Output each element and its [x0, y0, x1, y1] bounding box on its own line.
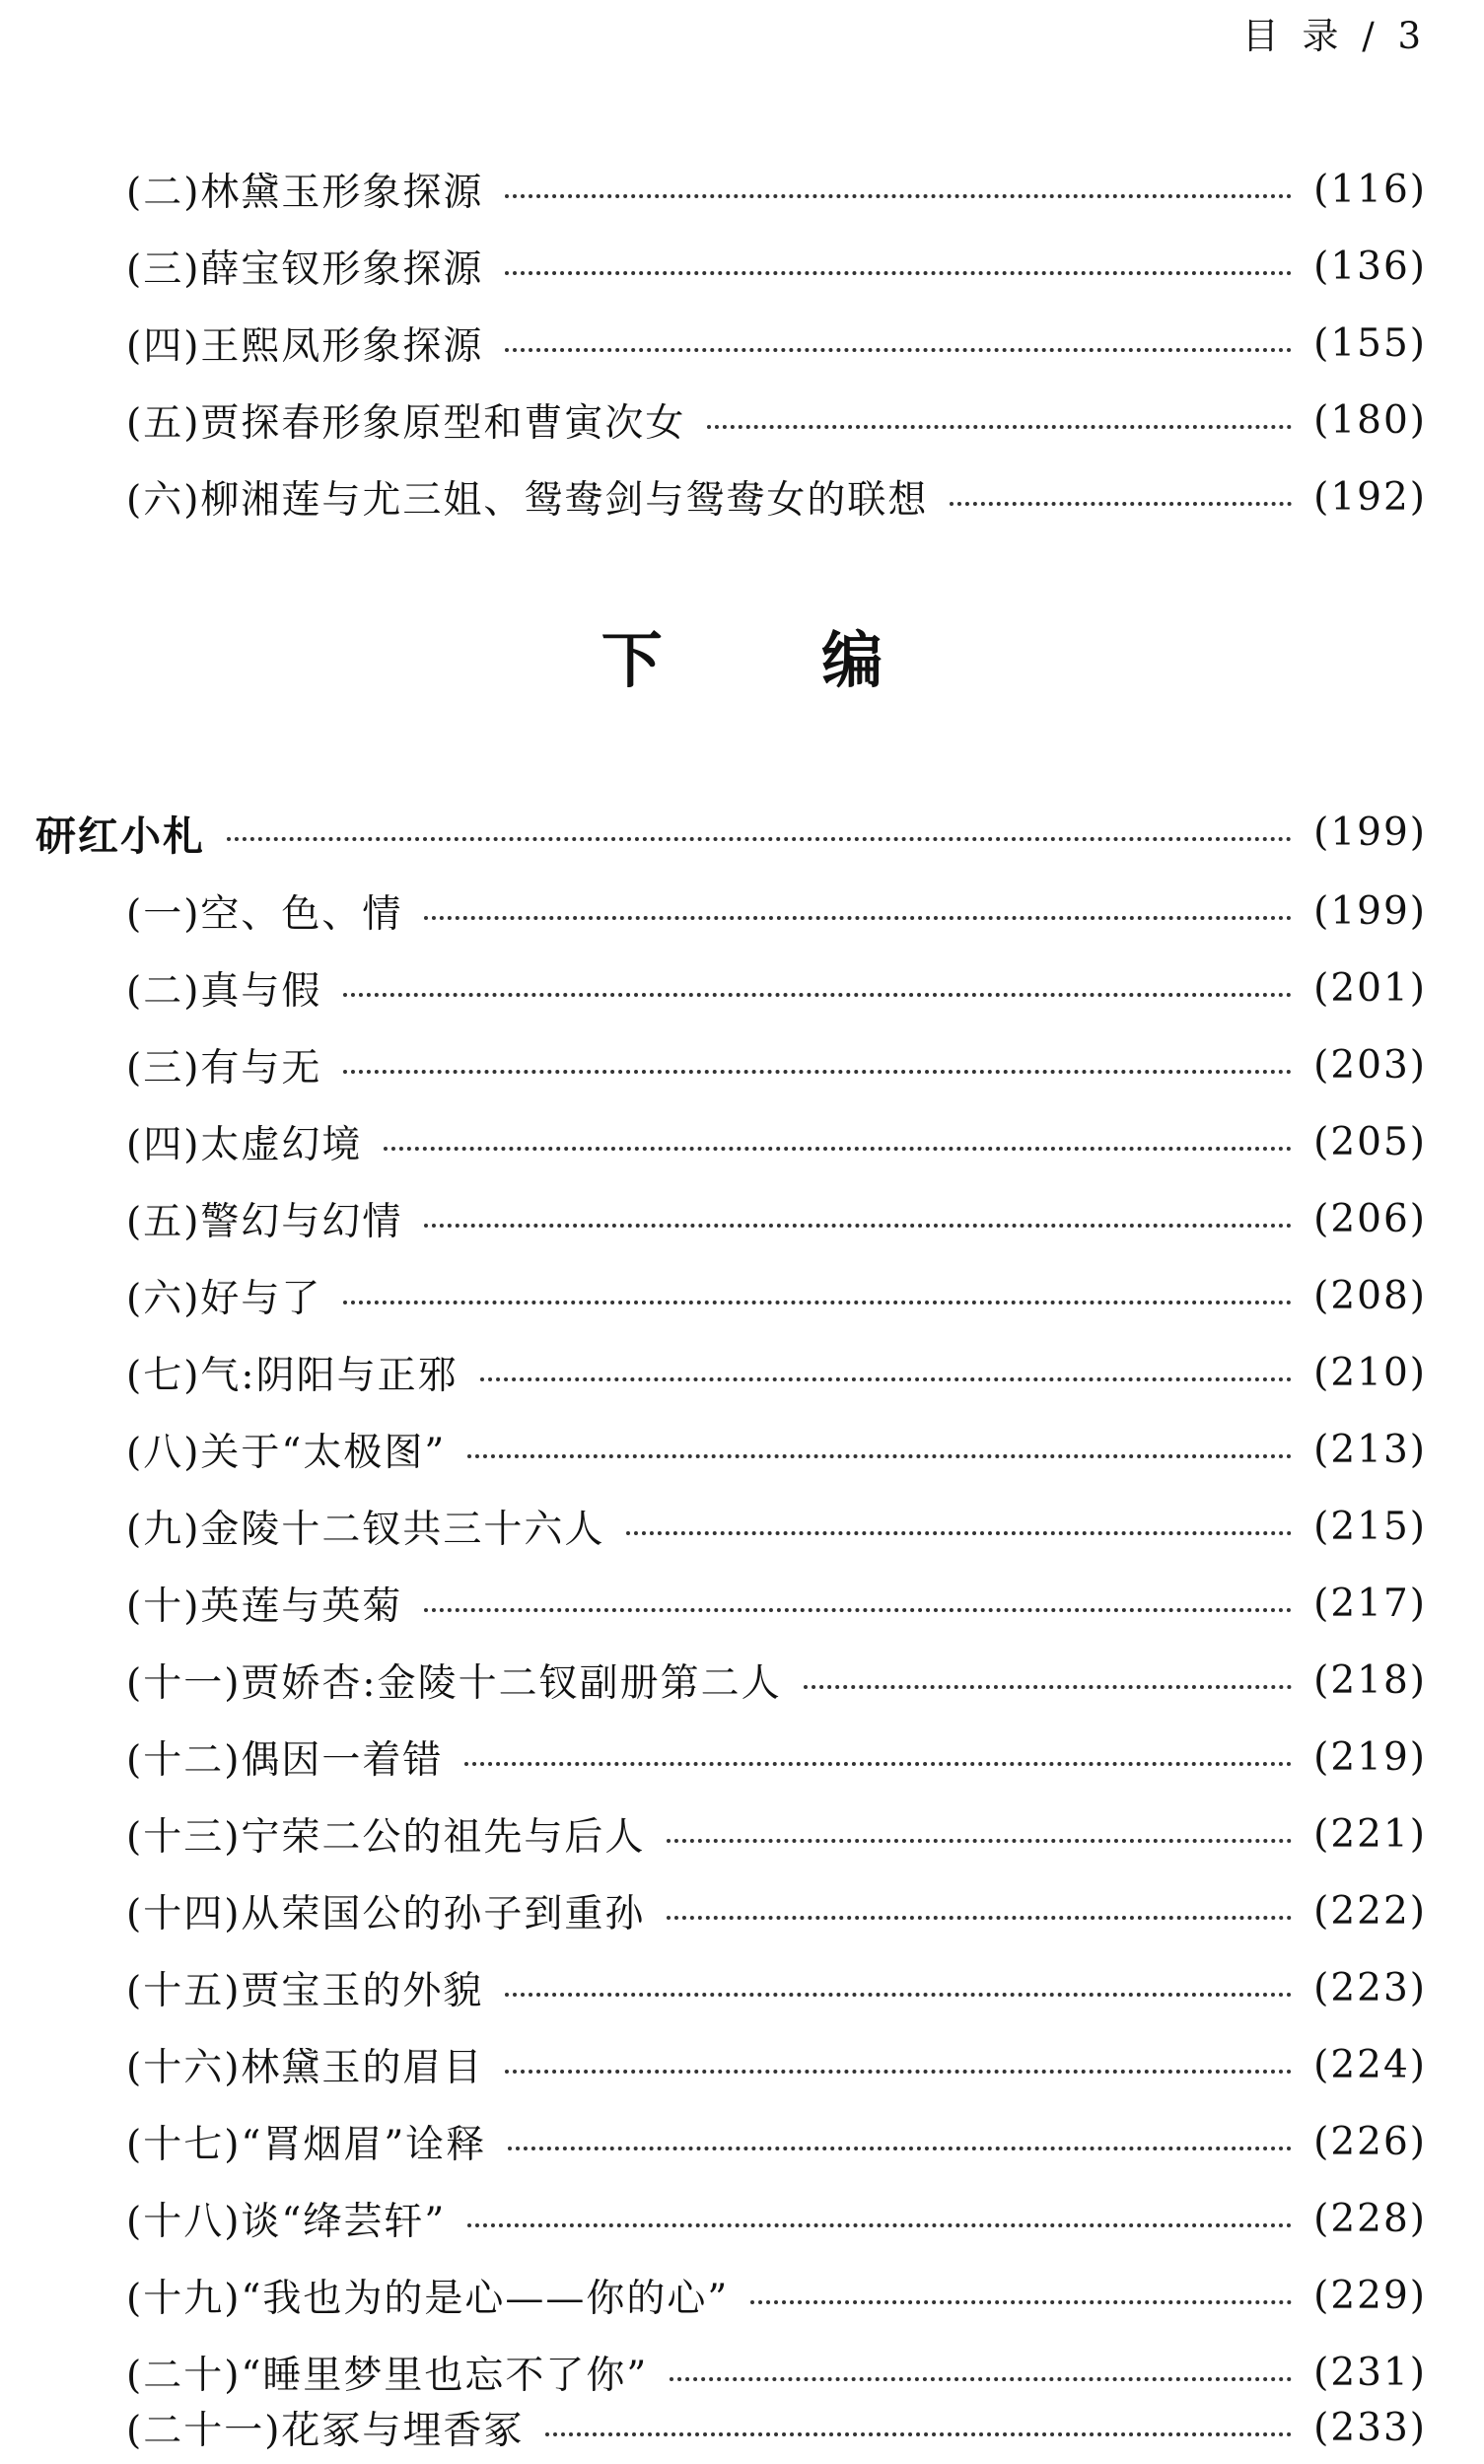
toc-entry-title: (十五)贾宝玉的外貌 — [126, 1969, 484, 2013]
toc-entry[interactable] — [126, 467, 1427, 527]
toc-entry-title: (十八)谈“绛芸轩” — [126, 2200, 447, 2244]
dot-leader — [505, 2070, 1292, 2074]
toc-entry[interactable] — [126, 390, 1427, 450]
dot-leader — [227, 837, 1292, 841]
toc-entry-title: (十一)贾娇杏:金陵十二钗副册第二人 — [126, 1661, 782, 1706]
toc-chapter-entry[interactable] — [35, 803, 1427, 862]
toc-entry-title: (一)空、色、情 — [126, 892, 403, 937]
chapter-title: 研红小札 — [35, 811, 205, 860]
toc-entry[interactable] — [126, 1574, 1427, 1633]
toc-entry-title: (二)林黛玉形象探源 — [126, 171, 484, 215]
toc-entry-page: (208) — [1313, 1273, 1427, 1318]
toc-entry-title: (十六)林黛玉的眉目 — [126, 2046, 484, 2090]
toc-entry-title: (六)柳湘莲与尤三姐、鸳鸯剑与鸳鸯女的联想 — [126, 478, 929, 523]
toc-entry-title: (五)贾探春形象原型和曹寅次女 — [126, 401, 686, 446]
toc-entry[interactable] — [126, 2266, 1427, 2325]
toc-entry-title: (七)气:阴阳与正邪 — [126, 1354, 459, 1398]
dot-leader — [343, 1301, 1292, 1304]
toc-entry[interactable] — [126, 1651, 1427, 1710]
toc-entry-page: (229) — [1313, 2273, 1427, 2318]
toc-entry[interactable] — [126, 958, 1427, 1018]
toc-entry-page: (213) — [1313, 1427, 1427, 1472]
part-heading: 下 编 — [601, 624, 953, 696]
toc-entry-page: (206) — [1313, 1196, 1427, 1241]
toc-entry-title: (十七)“罥烟眉”诠释 — [126, 2123, 487, 2167]
dot-leader — [670, 2377, 1292, 2381]
dot-leader — [424, 1224, 1292, 1228]
dot-leader — [384, 1147, 1292, 1151]
dot-leader — [424, 1608, 1292, 1612]
toc-entry[interactable] — [126, 1266, 1427, 1325]
toc-entry[interactable] — [126, 1112, 1427, 1171]
toc-entry-page: (226) — [1313, 2119, 1427, 2164]
dot-leader — [950, 502, 1292, 506]
toc-entry-page: (180) — [1313, 397, 1427, 443]
toc-entry-page: (223) — [1313, 1965, 1427, 2010]
toc-entry[interactable] — [126, 2398, 1427, 2457]
toc-entry[interactable] — [126, 1497, 1427, 1556]
dot-leader — [707, 425, 1292, 429]
dot-leader — [508, 2147, 1292, 2150]
toc-entry-title: (四)太虚幻境 — [126, 1123, 363, 1167]
toc-entry[interactable] — [126, 1804, 1427, 1864]
toc-entry-title: (三)薛宝钗形象探源 — [126, 247, 484, 292]
toc-entry-title: (十)英莲与英菊 — [126, 1584, 403, 1629]
toc-entry[interactable] — [126, 2112, 1427, 2171]
toc-entry-page: (210) — [1313, 1350, 1427, 1395]
toc-entry-page: (228) — [1313, 2196, 1427, 2241]
toc-entry-page: (233) — [1313, 2405, 1427, 2450]
toc-entry[interactable] — [126, 881, 1427, 941]
toc-entry[interactable] — [126, 314, 1427, 373]
dot-leader — [545, 2432, 1292, 2436]
toc-entry[interactable] — [126, 1343, 1427, 1402]
toc-entry[interactable] — [126, 1958, 1427, 2017]
toc-entry-title: (二十)“睡里梦里也忘不了你” — [126, 2354, 649, 2398]
toc-entry[interactable] — [126, 237, 1427, 296]
dot-leader — [464, 1762, 1292, 1766]
dot-leader — [505, 348, 1292, 352]
dot-leader — [343, 993, 1292, 997]
toc-entry-title: (四)王熙凤形象探源 — [126, 324, 484, 369]
toc-entry-title: (三)有与无 — [126, 1046, 322, 1091]
toc-entry-page: (205) — [1313, 1119, 1427, 1164]
toc-entry-title: (八)关于“太极图” — [126, 1431, 447, 1475]
toc-entry[interactable] — [126, 2035, 1427, 2094]
toc-entry[interactable] — [126, 1727, 1427, 1787]
toc-entry-page: (201) — [1313, 965, 1427, 1011]
toc-entry[interactable] — [126, 160, 1427, 219]
toc-entry-page: (199) — [1313, 888, 1427, 934]
toc-entry-page: (217) — [1313, 1581, 1427, 1626]
toc-entry-page: (219) — [1313, 1734, 1427, 1780]
toc-entry-page: (192) — [1313, 474, 1427, 520]
toc-entry-title: (十四)从荣国公的孙子到重孙 — [126, 1892, 646, 1936]
toc-entry-title: (二)真与假 — [126, 969, 322, 1014]
running-head: 目 录 / 3 — [1241, 15, 1427, 57]
dot-leader — [424, 916, 1292, 920]
toc-entry[interactable] — [126, 2189, 1427, 2248]
toc-entry-title: (二十一)花冢与埋香冢 — [126, 2409, 525, 2453]
dot-leader — [467, 1454, 1292, 1458]
toc-entry-page: (221) — [1313, 1811, 1427, 1857]
toc-entry-page: (136) — [1313, 244, 1427, 289]
toc-entry-title: (六)好与了 — [126, 1277, 322, 1321]
dot-leader — [343, 1070, 1292, 1074]
toc-entry-page: (218) — [1313, 1657, 1427, 1703]
dot-leader — [804, 1685, 1293, 1689]
toc-entry[interactable] — [126, 1035, 1427, 1094]
toc-entry-title: (十二)偶因一着错 — [126, 1738, 444, 1783]
dot-leader — [480, 1377, 1293, 1381]
toc-entry-title: (十三)宁荣二公的祖先与后人 — [126, 1815, 646, 1860]
dot-leader — [505, 1993, 1292, 1997]
dot-leader — [505, 271, 1292, 275]
toc-entry[interactable] — [126, 1420, 1427, 1479]
dot-leader — [505, 194, 1292, 198]
dot-leader — [667, 1839, 1292, 1843]
dot-leader — [626, 1531, 1292, 1535]
dot-leader — [750, 2300, 1292, 2304]
toc-entry-page: (231) — [1313, 2350, 1427, 2395]
toc-entry-title: (十九)“我也为的是心——你的心” — [126, 2277, 730, 2321]
dot-leader — [667, 1916, 1292, 1920]
toc-entry-title: (九)金陵十二钗共三十六人 — [126, 1508, 605, 1552]
toc-entry-page: (215) — [1313, 1504, 1427, 1549]
toc-entry[interactable] — [126, 2343, 1427, 2402]
toc-entry-page: (155) — [1313, 320, 1427, 366]
toc-entry-page: (224) — [1313, 2042, 1427, 2087]
toc-entry-page: (116) — [1313, 167, 1427, 212]
dot-leader — [467, 2223, 1292, 2227]
toc-entry-page: (203) — [1313, 1042, 1427, 1088]
chapter-page: (199) — [1313, 810, 1427, 855]
toc-entry[interactable] — [126, 1881, 1427, 1940]
toc-entry-page: (222) — [1313, 1888, 1427, 1934]
toc-entry[interactable] — [126, 1189, 1427, 1248]
toc-entry-title: (五)警幻与幻情 — [126, 1200, 403, 1244]
